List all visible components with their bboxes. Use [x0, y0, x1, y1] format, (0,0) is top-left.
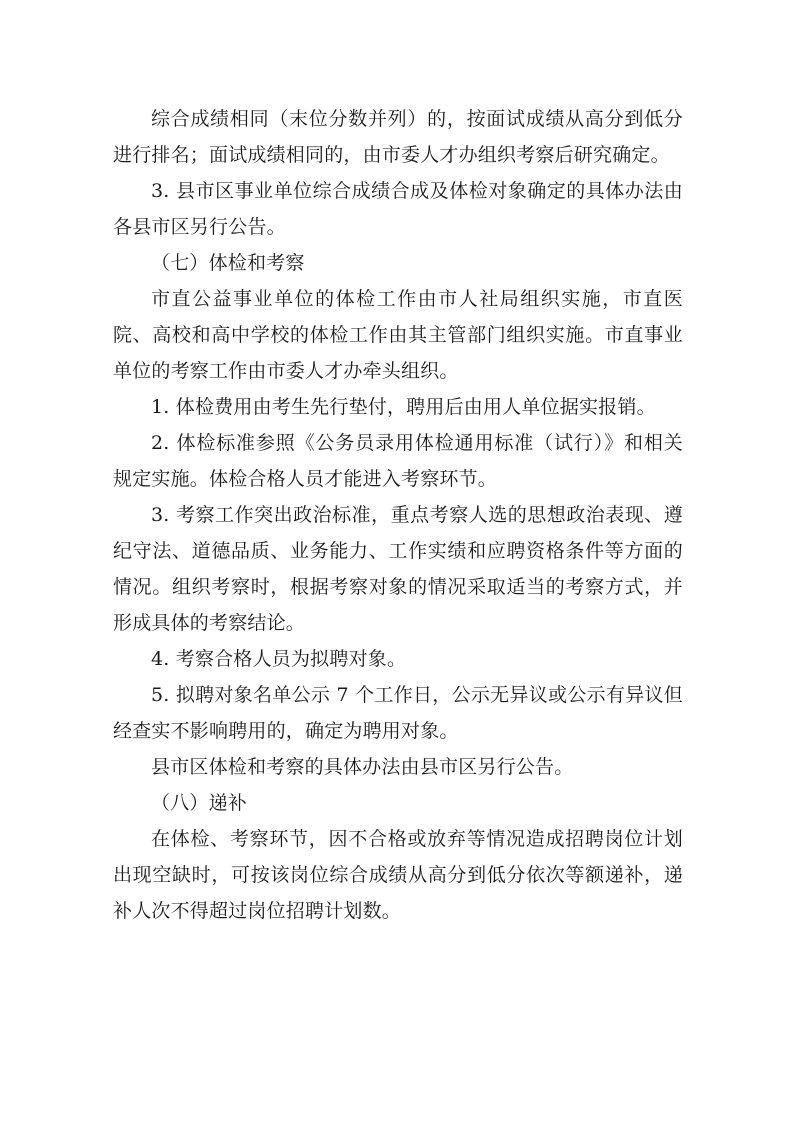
paragraph-municipal-exam-organization: 市直公益事业单位的体检工作由市人社局组织实施，市直医院、高校和高中学校的体检工作由其主管部门组织实施。市直事业单位的考察工作由市委人才办牵头组织。 [113, 288, 683, 382]
section-heading-physical-exam: （七）体检和考察 [151, 252, 305, 274]
paragraph-replacement-rules: 在体检、考察环节，因不合格或放弃等情况造成招聘岗位计划出现空缺时，可按该岗位综合成绩从高分到低分依次等额递补，递补人次不得超过岗位招聘计划数。 [113, 828, 683, 922]
paragraph-exam-fees: 1. 体检费用由考生先行垫付，聘用后由用人单位据实报销。 [151, 396, 656, 418]
paragraph-county-exam-method: 县市区体检和考察的具体办法由县市区另行公告。 [151, 756, 574, 778]
paragraph-ranking-tiebreak: 综合成绩相同（末位分数并列）的，按面试成绩从高分到低分进行排名；面试成绩相同的，由市委人才办组织考察后研究确定。 [113, 108, 683, 166]
document-body [113, 101, 683, 929]
paragraph-inspection-standard: 3. 考察工作突出政治标准，重点考察人选的思想政治表现、遵纪守法、道德品质、业务能力、工作实绩和应聘资格条件等方面的情况。组织考察时，根据考察对象的情况采取适当的考察方式，并形成具体的考察结论。 [113, 504, 683, 634]
paragraph-public-notice: 5. 拟聘对象名单公示 7 个工作日，公示无异议或公示有异议但经查实不影响聘用的，确定为聘用对象。 [113, 684, 683, 742]
paragraph-exam-standard: 2. 体检标准参照《公务员录用体检通用标准（试行）》和相关规定实施。体检合格人员才能进入考察环节。 [113, 432, 683, 490]
section-heading-replacement: （八）递补 [151, 792, 248, 814]
paragraph-county-score-method: 3. 县市区事业单位综合成绩合成及体检对象确定的具体办法由各县市区另行公告。 [113, 180, 683, 238]
paragraph-qualified-candidates: 4. 考察合格人员为拟聘对象。 [151, 648, 407, 670]
